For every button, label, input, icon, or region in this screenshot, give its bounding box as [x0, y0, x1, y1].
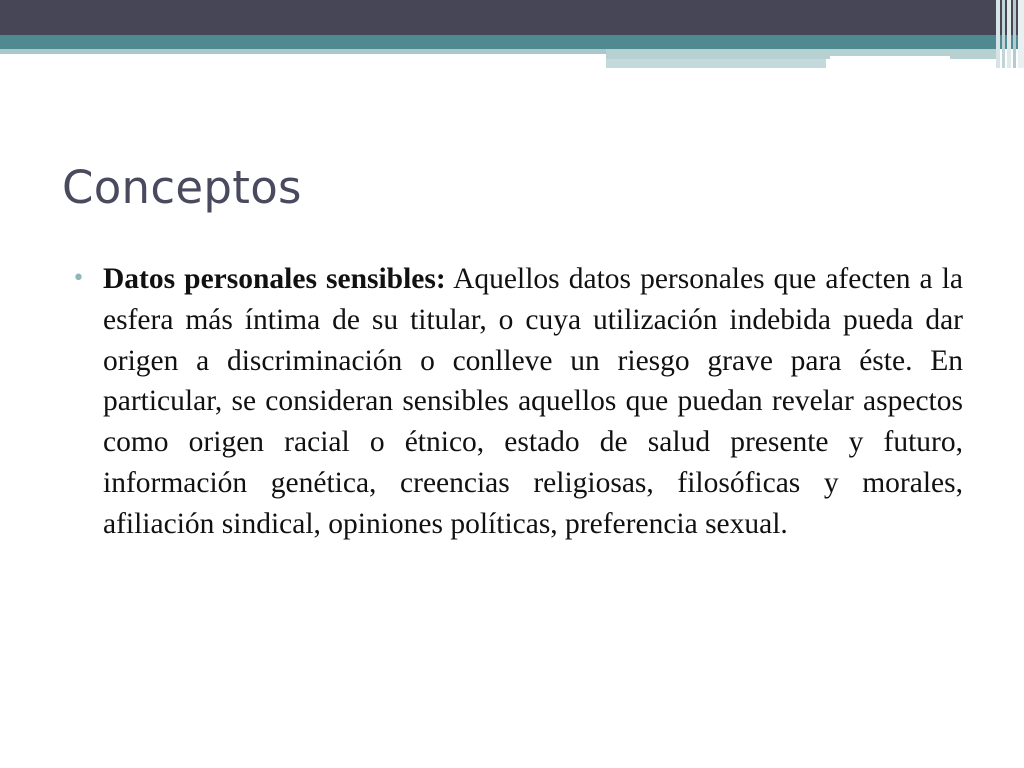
edge-strip — [1013, 0, 1016, 68]
edge-strip — [1007, 0, 1012, 68]
header-teal-band — [0, 35, 1024, 49]
header-light-band-left — [0, 49, 606, 54]
header-dark-band — [0, 0, 1024, 35]
slide-body — [72, 259, 963, 545]
bullet-item — [72, 259, 963, 545]
header-light-band-lower — [606, 59, 826, 68]
bullet-term: Datos personales sensibles: — [103, 263, 446, 295]
edge-strip — [996, 0, 1000, 68]
edge-strip — [1002, 0, 1005, 68]
header-accent-line — [830, 56, 950, 59]
bullet-text: Aquellos datos personales que afecten a la esfera más íntima de su titular, o cuya utilización indebida pueda dar origen a discriminación o conlleve un riesgo grave para éste. En particular, se consideran sensibles aquellos que puedan revelar aspectos como origen racial o étnico, estado de salud presente y futuro, información genética, creencias religiosas, filosóficas y morales, afiliación sindical, opiniones políticas, preferencia sexual. — [103, 263, 964, 540]
edge-strip — [1018, 0, 1024, 68]
bullet-marker: • — [72, 266, 85, 291]
header-edge-strips — [994, 0, 1024, 68]
slide-title: Conceptos — [62, 161, 302, 214]
